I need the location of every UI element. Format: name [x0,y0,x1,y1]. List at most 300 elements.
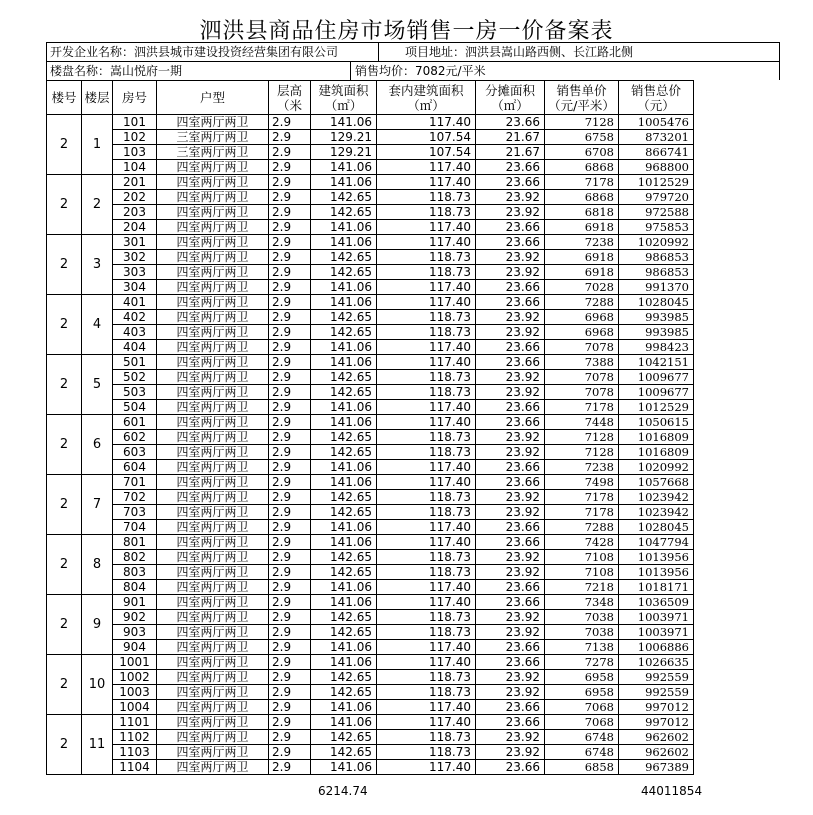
shared-area: 23.92 [476,385,545,400]
shared-area: 23.92 [476,550,545,565]
floor-height: 2.9 [269,580,311,595]
floor-height: 2.9 [269,700,311,715]
total-price: 986853 [619,265,694,280]
gross-area: 141.06 [311,160,377,175]
unit-price: 7278 [545,655,619,670]
floor-height: 2.9 [269,370,311,385]
unit-price: 7128 [545,445,619,460]
info-row-developer [46,42,780,61]
layout: 四室两厅两卫 [157,370,269,385]
floor-height: 2.9 [269,550,311,565]
gross-area: 142.65 [311,685,377,700]
shared-area: 21.67 [476,145,545,160]
total-price: 1057668 [619,475,694,490]
layout: 四室两厅两卫 [157,385,269,400]
total-price: 967389 [619,760,694,775]
total-price: 1013956 [619,550,694,565]
gross-area: 142.65 [311,490,377,505]
table-row [47,175,694,190]
layout: 四室两厅两卫 [157,250,269,265]
table-row [47,685,694,700]
gross-area: 141.06 [311,535,377,550]
shared-area: 23.66 [476,160,545,175]
net-area: 117.40 [377,460,476,475]
room-number: 1103 [113,745,157,760]
table-row [47,745,694,760]
table-row [47,700,694,715]
table-row [47,760,694,775]
shared-area: 23.92 [476,430,545,445]
total-price: 1036509 [619,595,694,610]
unit-price: 6868 [545,160,619,175]
room-number: 603 [113,445,157,460]
floor-number: 1 [82,115,113,175]
total-price: 1023942 [619,505,694,520]
room-number: 601 [113,415,157,430]
shared-area: 23.66 [476,475,545,490]
floor-number: 3 [82,235,113,295]
total-price: 992559 [619,670,694,685]
floor-height: 2.9 [269,190,311,205]
layout: 四室两厅两卫 [157,265,269,280]
table-row [47,415,694,430]
unit-price: 7288 [545,520,619,535]
net-area: 117.40 [377,640,476,655]
net-area: 117.40 [377,535,476,550]
floor-height: 2.9 [269,565,311,580]
room-number: 102 [113,130,157,145]
room-number: 304 [113,280,157,295]
net-area: 118.73 [377,505,476,520]
table-row [47,160,694,175]
table-row [47,145,694,160]
layout: 四室两厅两卫 [157,310,269,325]
unit-price: 7028 [545,280,619,295]
layout: 四室两厅两卫 [157,655,269,670]
net-area: 117.40 [377,655,476,670]
room-number: 803 [113,565,157,580]
shared-area: 23.92 [476,565,545,580]
total-area: 6214.74 [318,784,368,798]
table-row [47,520,694,535]
room-number: 804 [113,580,157,595]
gross-area: 142.65 [311,610,377,625]
net-area: 117.40 [377,700,476,715]
building-number: 2 [47,715,82,775]
net-area: 118.73 [377,205,476,220]
gross-area: 141.06 [311,400,377,415]
room-number: 602 [113,430,157,445]
table-row [47,310,694,325]
layout: 四室两厅两卫 [157,520,269,535]
floor-height: 2.9 [269,445,311,460]
shared-area: 23.92 [476,670,545,685]
floor-number: 11 [82,715,113,775]
unit-price: 7178 [545,175,619,190]
shared-area: 23.66 [476,415,545,430]
floor-height: 2.9 [269,130,311,145]
building-number: 2 [47,415,82,475]
gross-area: 141.06 [311,460,377,475]
total-price: 997012 [619,700,694,715]
gross-area: 142.65 [311,745,377,760]
layout: 四室两厅两卫 [157,625,269,640]
floor-height: 2.9 [269,520,311,535]
unit-price: 7238 [545,460,619,475]
gross-area: 141.06 [311,220,377,235]
total-price: 972588 [619,205,694,220]
header-unit-price: 销售单价（元/平米） [545,81,619,115]
table-row [47,730,694,745]
shared-area: 23.92 [476,445,545,460]
building-number: 2 [47,175,82,235]
building-number: 2 [47,295,82,355]
unit-price: 6958 [545,670,619,685]
total-price: 1005476 [619,115,694,130]
floor-height: 2.9 [269,535,311,550]
layout: 四室两厅两卫 [157,430,269,445]
total-price: 1050615 [619,415,694,430]
floor-number: 9 [82,595,113,655]
room-number: 604 [113,460,157,475]
table-row [47,190,694,205]
floor-number: 2 [82,175,113,235]
floor-height: 2.9 [269,670,311,685]
room-number: 302 [113,250,157,265]
layout: 四室两厅两卫 [157,640,269,655]
layout: 四室两厅两卫 [157,760,269,775]
net-area: 117.40 [377,160,476,175]
unit-price: 7108 [545,565,619,580]
info-row-project [46,61,780,80]
total-price: 998423 [619,340,694,355]
floor-height: 2.9 [269,115,311,130]
room-number: 502 [113,370,157,385]
table-row [47,370,694,385]
table-row [47,340,694,355]
table-row [47,610,694,625]
table-row [47,385,694,400]
net-area: 118.73 [377,625,476,640]
gross-area: 141.06 [311,355,377,370]
layout: 三室两厅两卫 [157,130,269,145]
room-number: 101 [113,115,157,130]
room-number: 504 [113,400,157,415]
room-number: 704 [113,520,157,535]
table-row [47,580,694,595]
gross-area: 142.65 [311,625,377,640]
project-address: 项目地址：泗洪县嵩山路西侧、长江路北侧 [405,45,634,59]
shared-area: 23.66 [476,655,545,670]
total-price: 1020992 [619,460,694,475]
total-price: 1028045 [619,520,694,535]
net-area: 118.73 [377,490,476,505]
unit-price: 6868 [545,190,619,205]
total-price: 1020992 [619,235,694,250]
total-price: 1042151 [619,355,694,370]
unit-price: 6858 [545,760,619,775]
net-area: 118.73 [377,445,476,460]
table-row [47,250,694,265]
table-row [47,595,694,610]
total-price: 968800 [619,160,694,175]
layout: 四室两厅两卫 [157,610,269,625]
floor-height: 2.9 [269,625,311,640]
shared-area: 23.92 [476,205,545,220]
layout: 四室两厅两卫 [157,700,269,715]
layout: 四室两厅两卫 [157,340,269,355]
gross-area: 141.06 [311,760,377,775]
shared-area: 23.92 [476,730,545,745]
layout: 四室两厅两卫 [157,400,269,415]
layout: 四室两厅两卫 [157,745,269,760]
gross-area: 141.06 [311,715,377,730]
header-gross-area: 建筑面积（㎡） [311,81,377,115]
unit-price: 7138 [545,640,619,655]
header-shared-area: 分摊面积（㎡） [476,81,545,115]
building-number: 2 [47,235,82,295]
total-price: 986853 [619,250,694,265]
net-area: 118.73 [377,250,476,265]
room-number: 202 [113,190,157,205]
unit-price: 7388 [545,355,619,370]
unit-price: 6958 [545,685,619,700]
building-number: 2 [47,655,82,715]
unit-price: 7288 [545,295,619,310]
building-number: 2 [47,475,82,535]
floor-height: 2.9 [269,265,311,280]
net-area: 117.40 [377,220,476,235]
room-number: 403 [113,325,157,340]
unit-price: 7348 [545,595,619,610]
floor-height: 2.9 [269,145,311,160]
gross-area: 142.65 [311,445,377,460]
table-header-row [47,81,694,115]
layout: 四室两厅两卫 [157,235,269,250]
unit-price: 6918 [545,265,619,280]
header-net-area: 套内建筑面积（㎡） [377,81,476,115]
developer-name: 开发企业名称：泗洪县城市建设投资经营集团有限公司 [47,43,379,61]
floor-height: 2.9 [269,730,311,745]
net-area: 117.40 [377,115,476,130]
shared-area: 23.92 [476,250,545,265]
layout: 四室两厅两卫 [157,280,269,295]
unit-price: 7128 [545,430,619,445]
room-number: 503 [113,385,157,400]
header-floor-height: 层高（米 [269,81,311,115]
header-total-price: 销售总价（元） [619,81,694,115]
layout: 四室两厅两卫 [157,415,269,430]
unit-price: 7448 [545,415,619,430]
room-number: 1001 [113,655,157,670]
floor-height: 2.9 [269,430,311,445]
room-number: 402 [113,310,157,325]
table-body [47,115,694,775]
room-number: 1004 [113,700,157,715]
layout: 四室两厅两卫 [157,220,269,235]
net-area: 118.73 [377,385,476,400]
project-name: 楼盘名称：嵩山悦府一期 [47,62,351,80]
unit-price: 6918 [545,250,619,265]
unit-price: 6708 [545,145,619,160]
total-price: 1003971 [619,625,694,640]
unit-price: 6968 [545,310,619,325]
gross-area: 141.06 [311,280,377,295]
layout: 四室两厅两卫 [157,685,269,700]
unit-price: 7498 [545,475,619,490]
room-number: 902 [113,610,157,625]
gross-area: 142.65 [311,370,377,385]
shared-area: 23.66 [476,715,545,730]
net-area: 118.73 [377,430,476,445]
floor-height: 2.9 [269,160,311,175]
layout: 四室两厅两卫 [157,730,269,745]
total-price: 1028045 [619,295,694,310]
header-building: 楼号 [47,81,82,115]
shared-area: 23.92 [476,310,545,325]
table-row [47,115,694,130]
net-area: 117.40 [377,595,476,610]
net-area: 117.40 [377,235,476,250]
shared-area: 23.92 [476,685,545,700]
room-number: 404 [113,340,157,355]
total-price: 997012 [619,715,694,730]
net-area: 117.40 [377,175,476,190]
shared-area: 23.66 [476,280,545,295]
unit-price: 7178 [545,490,619,505]
shared-area: 23.66 [476,580,545,595]
floor-height: 2.9 [269,355,311,370]
floor-height: 2.9 [269,655,311,670]
room-number: 401 [113,295,157,310]
net-area: 107.54 [377,145,476,160]
gross-area: 129.21 [311,130,377,145]
total-price: 44011854 [641,784,703,798]
shared-area: 23.92 [476,490,545,505]
floor-height: 2.9 [269,325,311,340]
room-number: 1101 [113,715,157,730]
room-number: 904 [113,640,157,655]
gross-area: 142.65 [311,325,377,340]
floor-height: 2.9 [269,385,311,400]
unit-price: 7068 [545,715,619,730]
gross-area: 141.06 [311,655,377,670]
shared-area: 23.92 [476,265,545,280]
floor-height: 2.9 [269,415,311,430]
shared-area: 23.66 [476,400,545,415]
total-price: 1047794 [619,535,694,550]
gross-area: 142.65 [311,205,377,220]
floor-number: 6 [82,415,113,475]
unit-price: 7178 [545,400,619,415]
layout: 四室两厅两卫 [157,445,269,460]
floor-height: 2.9 [269,490,311,505]
layout: 四室两厅两卫 [157,565,269,580]
table-row [47,430,694,445]
layout: 四室两厅两卫 [157,505,269,520]
unit-price: 6758 [545,130,619,145]
unit-price: 6968 [545,325,619,340]
net-area: 118.73 [377,325,476,340]
floor-height: 2.9 [269,340,311,355]
total-price: 1026635 [619,655,694,670]
table-row [47,280,694,295]
net-area: 117.40 [377,475,476,490]
room-number: 801 [113,535,157,550]
floor-height: 2.9 [269,595,311,610]
total-price: 1023942 [619,490,694,505]
gross-area: 141.06 [311,115,377,130]
net-area: 117.40 [377,355,476,370]
room-number: 703 [113,505,157,520]
shared-area: 23.66 [476,535,545,550]
layout: 四室两厅两卫 [157,115,269,130]
shared-area: 23.92 [476,190,545,205]
shared-area: 23.92 [476,370,545,385]
room-number: 501 [113,355,157,370]
unit-price: 7238 [545,235,619,250]
unit-price: 6748 [545,745,619,760]
room-number: 802 [113,550,157,565]
floor-number: 5 [82,355,113,415]
shared-area: 23.66 [476,175,545,190]
price-table [46,80,694,775]
floor-height: 2.9 [269,235,311,250]
room-number: 301 [113,235,157,250]
floor-height: 2.9 [269,295,311,310]
total-price: 962602 [619,730,694,745]
floor-height: 2.9 [269,310,311,325]
table-row [47,655,694,670]
total-price: 866741 [619,145,694,160]
shared-area: 23.66 [476,235,545,250]
room-number: 901 [113,595,157,610]
layout: 四室两厅两卫 [157,175,269,190]
gross-area: 141.06 [311,520,377,535]
layout: 四室两厅两卫 [157,580,269,595]
net-area: 117.40 [377,415,476,430]
total-price: 962602 [619,745,694,760]
total-price: 1018171 [619,580,694,595]
total-price: 1009677 [619,385,694,400]
net-area: 118.73 [377,265,476,280]
table-row [47,490,694,505]
unit-price: 7218 [545,580,619,595]
shared-area: 23.92 [476,610,545,625]
table-row [47,325,694,340]
net-area: 118.73 [377,190,476,205]
table-row [47,715,694,730]
shared-area: 23.92 [476,325,545,340]
shared-area: 23.66 [476,115,545,130]
room-number: 1002 [113,670,157,685]
gross-area: 141.06 [311,415,377,430]
floor-height: 2.9 [269,610,311,625]
shared-area: 23.66 [476,520,545,535]
building-number: 2 [47,535,82,595]
table-row [47,640,694,655]
layout: 四室两厅两卫 [157,460,269,475]
total-price: 975853 [619,220,694,235]
table-row [47,205,694,220]
table-row [47,565,694,580]
layout: 四室两厅两卫 [157,295,269,310]
total-price: 991370 [619,280,694,295]
net-area: 117.40 [377,400,476,415]
gross-area: 142.65 [311,670,377,685]
floor-height: 2.9 [269,745,311,760]
gross-area: 142.65 [311,505,377,520]
